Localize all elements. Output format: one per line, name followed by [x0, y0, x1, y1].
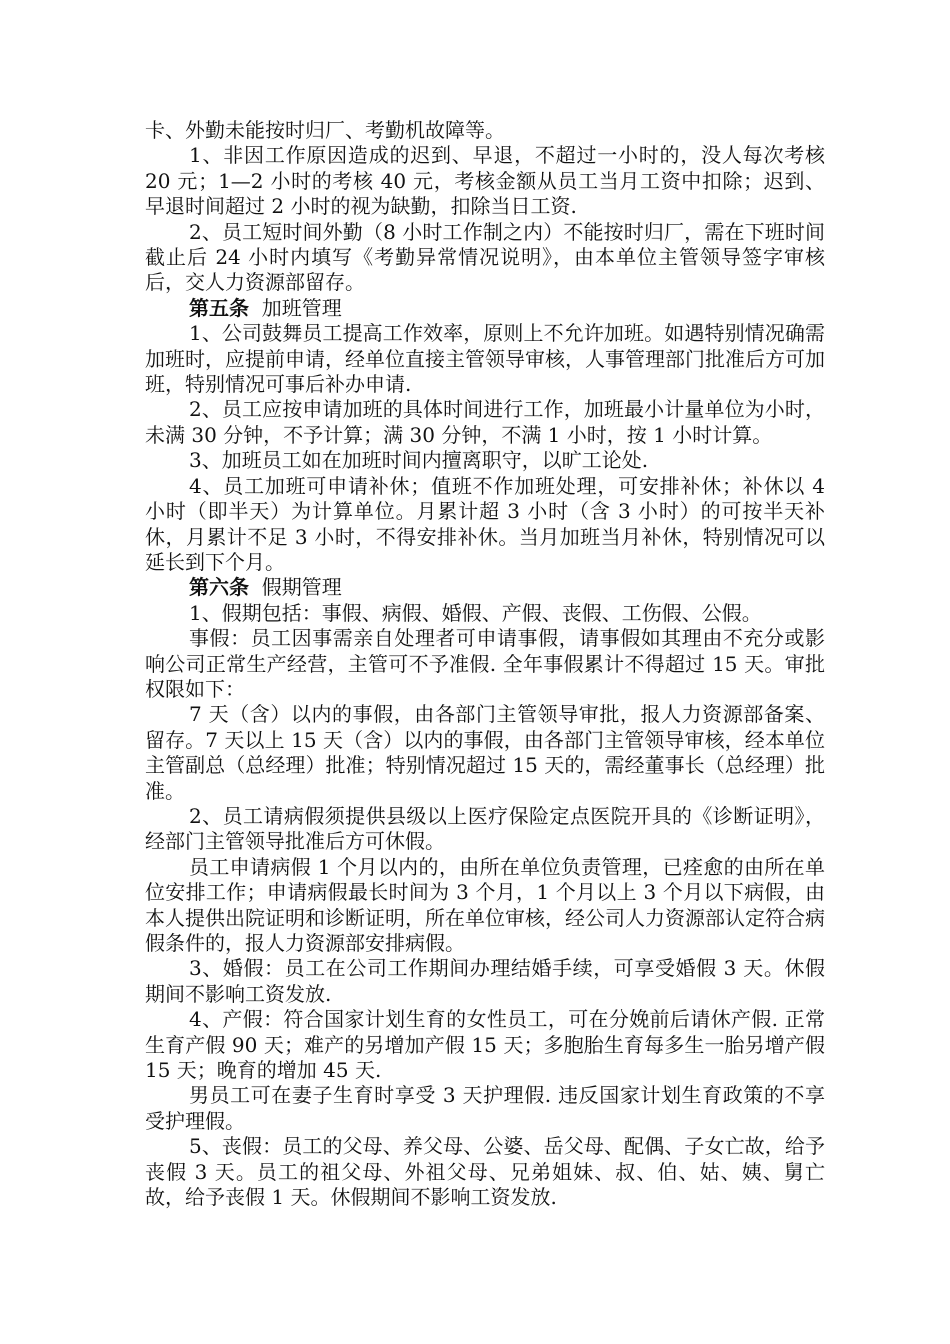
- paragraph: 4、产假：符合国家计划生育的女性员工，可在分娩前后请休产假. 正常生育产假 90 天；难产的另增加产假 15 天；多胞胎生育每多生一胎另增产假 15 天；晚育的增加 45 天.: [145, 1007, 825, 1083]
- paragraph: 事假：员工因事需亲自处理者可申请事假，请事假如其理由不充分或影响公司正常生产经营，主管可不予准假. 全年事假累计不得超过 15 天。审批权限如下：: [145, 626, 825, 701]
- article-title: 假期管理: [261, 575, 342, 600]
- paragraph: 卡、外勤未能按时归厂、考勤机故障等。: [145, 118, 505, 142]
- paragraph: 2、员工请病假须提供县级以上医疗保险定点医院开具的《诊断证明》，经部门主管领导批准后方可休假。: [145, 803, 825, 854]
- paragraph: 4、员工加班可申请补休；值班不作加班处理，可安排补休；补休以 4 小时（即半天）为计算单位。月累计超 3 小时（含 3 小时）的可按半天补休，月累计不足 3 小时，不得安排补休。当月加班当月补休，特别情况可以延长到下个月。: [145, 473, 825, 574]
- article-number: 第五条: [189, 295, 249, 320]
- paragraph: 3、加班员工如在加班时间内擅离职守，以旷工论处.: [189, 448, 649, 473]
- paragraph: 1、非因工作原因造成的迟到、早退，不超过一小时的，没人每次考核 20 元；1—2 小时的考核 40 元，考核金额从员工当月工资中扣除；迟到、早退时间超过 2 小时的视为缺勤，扣除当日工资.: [145, 143, 825, 219]
- paragraph: 3、婚假：员工在公司工作期间办理结婚手续，可享受婚假 3 天。休假期间不影响工资发放.: [145, 956, 825, 1006]
- paragraph: 5、丧假：员工的父母、养父母、公婆、岳父母、配偶、子女亡故，给予丧假 3 天。员工的祖父母、外祖父母、兄弟姐妹、叔、伯、姑、姨、舅亡故，给予丧假 1 天。休假期间不影响工资发放.: [145, 1134, 825, 1210]
- article-number: 第六条: [189, 575, 249, 600]
- document-page: [145, 118, 825, 1210]
- paragraph: 男员工可在妻子生育时享受 3 天护理假. 违反国家计划生育政策的不享受护理假。: [145, 1083, 825, 1133]
- section-heading: [145, 575, 825, 600]
- paragraph: 2、员工短时间外勤（8 小时工作制之内）不能按时归厂，需在下班时间截止后 24 小时内填写《考勤异常情况说明》，由本单位主管领导签字审核后，交人力资源部留存。: [145, 219, 825, 295]
- paragraph: 7 天（含）以内的事假，由各部门主管领导审批，报人力资源部备案、留存。7 天以上 15 天（含）以内的事假，由各部门主管领导审核，经本单位主管副总（总经理）批准；特别情况超过 15 天的，需经董事长（总经理）批准。: [145, 702, 825, 803]
- paragraph: 1、假期包括：事假、病假、婚假、产假、丧假、工伤假、公假。: [189, 600, 762, 625]
- paragraph: 2、员工应按申请加班的具体时间进行工作，加班最小计量单位为小时，未满 30 分钟，不予计算；满 30 分钟，不满 1 小时，按 1 小时计算。: [145, 397, 825, 447]
- article-title: 加班管理: [261, 295, 342, 320]
- paragraph: 1、公司鼓舞员工提高工作效率，原则上不允许加班。如遇特别情况确需加班时，应提前申请，经单位直接主管领导审核，人事管理部门批准后方可加班，特别情况可事后补办申请.: [145, 321, 825, 397]
- section-heading: [145, 296, 825, 321]
- paragraph: 员工申请病假 1 个月以内的，由所在单位负责管理，已痊愈的由所在单位安排工作；申请病假最长时间为 3 个月，1 个月以上 3 个月以下病假，由本人提供出院证明和诊断证明，所在单位审核，经公司人力资源部认定符合病假条件的，报人力资源部安排病假。: [145, 854, 825, 955]
